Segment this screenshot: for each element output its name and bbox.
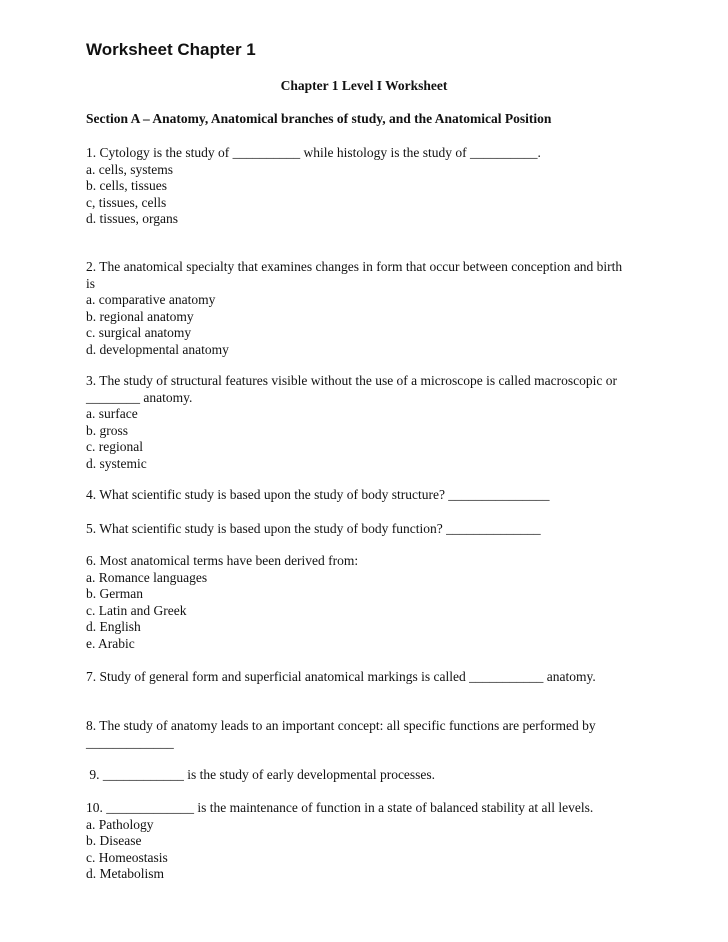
answer-option: b. German <box>86 586 143 601</box>
answer-option: b. gross <box>86 422 129 438</box>
answer-option: c. regional <box>86 439 143 454</box>
worksheet-subtitle: Chapter 1 Level I Worksheet <box>280 78 448 93</box>
answer-option: d. English <box>86 619 141 634</box>
question-5 <box>86 521 666 538</box>
question-text: ________ anatomy. <box>86 389 193 405</box>
question-8 <box>86 718 666 751</box>
question-text: 2. The anatomical specialty that examines changes in form that occur between conception and birth <box>86 259 623 274</box>
answer-option: a. Romance languages <box>86 569 208 585</box>
answer-option: d. tissues, organs <box>86 211 179 226</box>
question-text: 1. Cytology is the study of __________ while histology is the study of __________. <box>86 145 541 160</box>
question-text: is <box>86 275 96 291</box>
question-text: 6. Most anatomical terms have been derived from: <box>86 553 359 568</box>
answer-option: b. Disease <box>86 833 142 848</box>
answer-option: d. systemic <box>86 455 147 471</box>
answer-option: c, tissues, cells <box>86 194 167 210</box>
answer-option: a. Pathology <box>86 816 154 832</box>
question-7 <box>86 669 666 686</box>
question-text: 10. _____________ is the maintenance of function in a state of balanced stability at all levels. <box>86 800 594 815</box>
question-text: _____________ <box>86 734 174 750</box>
answer-option: b. cells, tissues <box>86 178 167 193</box>
section-title: Section A – Anatomy, Anatomical branches of study, and the Anatomical Position <box>86 111 552 126</box>
answer-option: e. Arabic <box>86 635 135 651</box>
answer-option: a. comparative anatomy <box>86 292 216 307</box>
question-2 <box>86 259 666 358</box>
question-10 <box>86 800 666 883</box>
question-3 <box>86 373 666 472</box>
question-1 <box>86 145 666 228</box>
question-text: 4. What scientific study is based upon the study of body structure? _______________ <box>86 487 550 502</box>
answer-option: b. regional anatomy <box>86 308 194 324</box>
question-4 <box>86 487 666 504</box>
answer-option: c. Latin and Greek <box>86 602 187 618</box>
question-9 <box>86 767 666 784</box>
answer-option: a. surface <box>86 406 138 421</box>
question-6 <box>86 553 666 652</box>
answer-option: c. Homeostasis <box>86 849 168 865</box>
answer-option: c. surgical anatomy <box>86 325 192 340</box>
question-text: 9. ____________ is the study of early developmental processes. <box>86 767 436 782</box>
document-title: Worksheet Chapter 1 <box>86 40 256 59</box>
answer-option: a. cells, systems <box>86 161 173 177</box>
question-text: 7. Study of general form and superficial anatomical markings is called ___________ anatomy. <box>86 669 596 684</box>
answer-option: d. developmental anatomy <box>86 341 229 357</box>
question-text: 3. The study of structural features visible without the use of a microscope is called macroscopic or <box>86 373 617 388</box>
question-text: 8. The study of anatomy leads to an important concept: all specific functions are performed by <box>86 718 596 733</box>
answer-option: d. Metabolism <box>86 866 164 881</box>
question-text: 5. What scientific study is based upon the study of body function? ______________ <box>86 521 541 536</box>
